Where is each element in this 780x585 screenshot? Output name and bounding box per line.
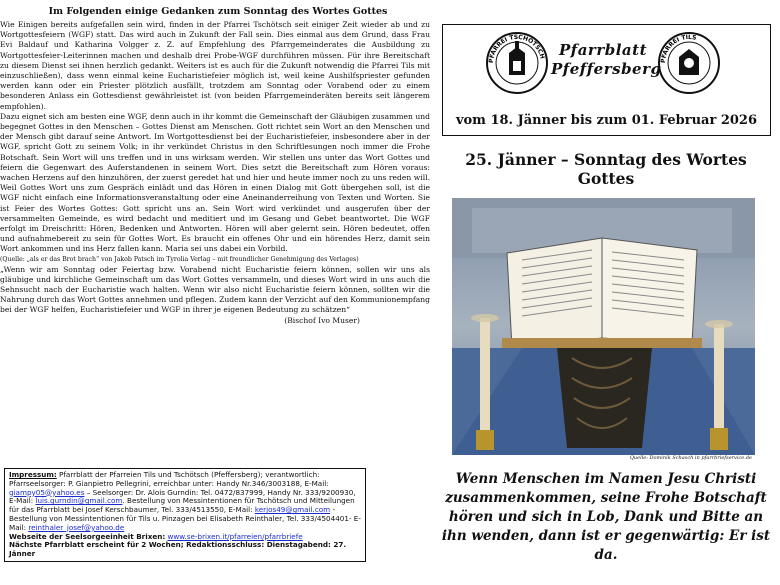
website-link[interactable]: www.se-brixen.it/pfarreien/pfarrbriefe — [167, 531, 303, 541]
masthead-title — [551, 41, 662, 79]
headline: 25. Jänner – Sonntag des Wortes Gottes — [465, 150, 747, 188]
photo-caption: Quelle: Dominik Schasch in pfarrbriefservice.de — [629, 455, 752, 461]
quote-author: (Bischof Ivo Muser) — [284, 315, 360, 325]
paragraph-1: Wie Einigen bereits aufgefallen sein wird, finden in der Pfarrei Tschötsch seit einiger Zeit wieder ab und zu Wortgottesfeiern (WGF) statt. Das wird auch in Zukunft der Fall sein. Dies einmal aus dem Grund, dass Frau Evi Baldauf und Katharina Volgger z. Z. auf Empfehlung des Pfarrgemeinderates die Ausbildung zu Wortgottesfeier-Leiterinnen machen und deshalb drei Probe-WGF durchführen müssen. Für ihre Bereitschaft zu diesem Dienst sei ihnen herzlich gedankt. Weiters ist es auch für die Zukunft notwendig die Pfarrei Tils mit einzuschließen), dass wenn einmal keine Eucharistiefeier möglich ist, weil keine Aushilfspriester gefunden werden kann oder ein Priester plötzlich ausfällt, trotzdem am Sonntag oder Vorabend oder zu einem besonderen Anlass ein Gottesdienst gewährleistet ist (von beiden Pfarrgemeinderäten bereits seit längerem empfohlen). — [0, 20, 430, 111]
svg-text:PFARREI TSCHÖTSCH: PFARREI TSCHÖTSCH — [487, 33, 546, 64]
email-link-pellegrini[interactable]: giampy05@yahoo.es — [9, 487, 85, 497]
article-title: Im Folgenden einige Gedanken zum Sonntag des Wortes Gottes — [48, 6, 388, 17]
impressum-text-1: Pfarrblatt der Pfarreien Tils und Tschötsch (Pfeffersberg); verantwortlich: Pfarrseelsorger: P. Gianpietro Pellegrini, erreichbar unter: Handy Nr.346/3003188, E-Mail: — [9, 470, 329, 488]
parish-seal-tils-icon — [657, 31, 721, 95]
source-note: (Quelle: „als er das Brot brach“ von Jakob Patsch im Tyrolia Verlag – mit freundlicher Genehmigung des Verlages) — [0, 255, 359, 263]
title-line-1: Pfarrblatt — [558, 41, 648, 59]
email-link-gurndin[interactable]: luis.gurndin@gmail.com — [35, 496, 123, 506]
closing-verse: Wenn Menschen im Namen Jesu Christi zusammenkommen, seine Frohe Botschaft hören und sich in Lob, Dank und Bitte an ihn wenden, dann ist er gegenwärtig: Er ist da. — [441, 471, 771, 563]
impressum-next-issue: Nächste Pfarrblatt erscheint für 2 Wochen; Redaktionsschluss: Dienstagabend: 27. Jänner — [9, 540, 347, 559]
front-page-column — [440, 0, 780, 585]
impressum-box — [4, 468, 366, 562]
article-body — [0, 20, 430, 255]
parish-seal-tschoetsch-icon — [485, 31, 549, 95]
bishop-quote: „Wenn wir am Sonntag oder Feiertag bzw. Vorabend nicht Eucharistie feiern können, sollen wir uns als gläubige und kirchliche Gemeinschaft um das Wort Gottes versammeln, und dieses Wort wird in uns auch die Sehnsucht nach der Eucharistie wach halten. Wenn wir also nicht Eucharistie feiern können, sollten wir die Nahrung durch das Wort Gottes annehmen und pflegen. Zudem kann der Verzicht auf den Kommunionempfang bei der WGF helfen, Eucharistiefeier und WGF in ihrer je eigenen Bedeutung zu schätzen“ — [0, 264, 430, 315]
bible-lectern-photo — [452, 198, 755, 455]
paragraph-2: Dazu eignet sich am besten eine WGF, denn auch in ihr kommt die Gemeinschaft der Gläubigen zusammen und begegnet Gottes in den Menschen – Gottes Dienst am Menschen. Gott richtet sein Wort an den Menschen und der Mensch gibt darauf seine Antwort. Im Wortgottesdienst bei der Eucharistiefeier, insbesondere aber in der WGF, spricht Gott zu seinem Volk; in ihr verkündet Christus in den Schriftlesungen noch immer die Frohe Botschaft. Sein Wort will uns treffen und in uns wirksam werden. Wir stellen uns unter das Wort Gottes und feiern die Gegenwart des Auferstandenen in seinem Wort. Dies setzt die Bereitschaft zum Hören voraus: wachen Herzens auf den hinzuhören, der zuerst geredet hat und hier und heute immer noch zu uns reden will. Weil Gottes Wort uns zum Gespräch einlädt und das Hören in einen Dialog mit Gott übergehen soll, ist die WGF nicht einfach eine Informationsveranstaltung oder eine Aneinanderreihung von Texten und Worten. Sie ist Feier des Wortes Gottes: Gott spricht uns an. Sein Wort wird verkündet und ausgerufen über der versammelten Gemeinde, es wird bedacht und meditiert und im Gesang und Gebet beantwortet. Die WGF erfolgt im Dreischritt: Hören, Bedenken und Antworten. Hören will aber gelernt sein. Hören bedeutet, offen und aufnahmebereit zu sein für Gottes Wort. Es braucht ein offenes Ohr und ein hörendes Herz, damit sein Wort ankommen und ins Herz fallen kann. Maria sei uns dabei ein Vorbild. — [0, 111, 430, 254]
email-link-kerschbaumer[interactable]: kerjos49@gmail.com — [254, 505, 331, 515]
masthead — [442, 24, 771, 136]
impressum-website-label: Webseite der Seelsorgeeinheit Brixen: — [9, 531, 166, 541]
email-link-reinthaler[interactable]: reinthaler_josef@yahoo.de — [28, 522, 125, 532]
title-line-2: Pfeffersberg — [551, 60, 662, 78]
impressum-label: Impressum: — [9, 470, 57, 479]
impressum-text-2: – Seelsorger: Dr. Alois Gurndin: Tel. 0472/837999, Handy Nr. 333/9200930, E-Mail: — [9, 487, 356, 506]
date-range: vom 18. Jänner bis zum 01. Februar 2026 — [455, 113, 758, 128]
impressum-text-4: - Bestellung von Messintentionen für Tils u. Pinzagen bei Elisabeth Reinthaler, Tel. 333/4504401- E-Mail: — [9, 505, 361, 532]
impressum-text-3: . Bestellung von Messintentionen für Tschötsch und Mitteilungen für das Pfarrblatt bei Josef Kerschbaumer, Tel. 333/4513550, E-Mail: — [9, 496, 355, 515]
svg-text:PFARREI TILS: PFARREI TILS — [659, 33, 698, 64]
